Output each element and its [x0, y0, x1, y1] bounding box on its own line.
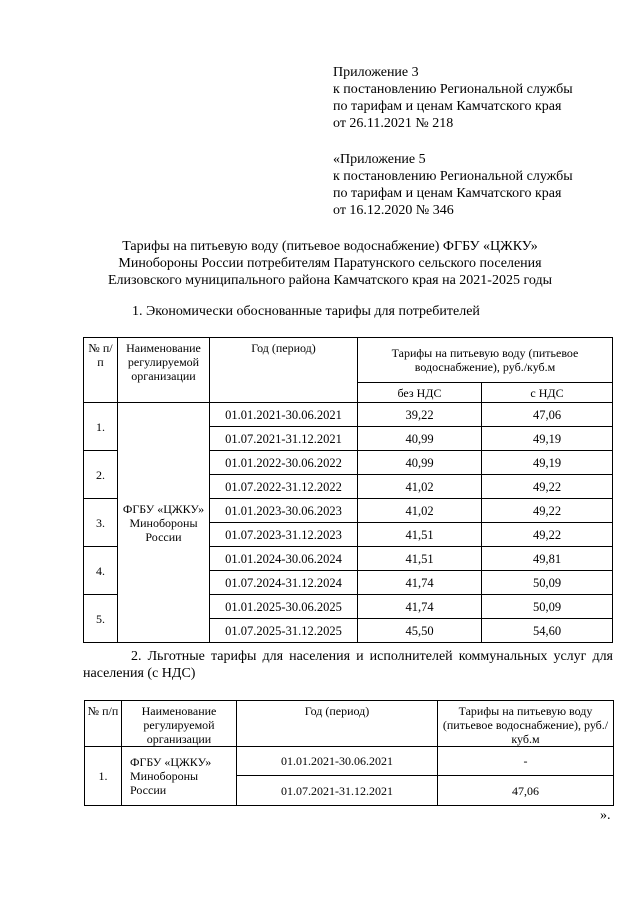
tariff-with-vat: 49,22 — [482, 475, 613, 499]
period-cell: 01.07.2025-31.12.2025 — [210, 619, 358, 643]
economic-tariffs-table — [83, 337, 613, 643]
header-org: Наименование регулируемой организации — [118, 338, 210, 403]
section2-heading-text: 2. Льготные тарифы для населения и исполнителей коммунальных услуг для населения (с НДС) — [83, 649, 613, 681]
tariff-value: 47,06 — [438, 776, 614, 806]
tariff-with-vat: 49,19 — [482, 427, 613, 451]
header-with-vat: с НДС — [482, 383, 613, 403]
header-num: № п/п — [84, 338, 118, 403]
row-number: 4. — [84, 547, 118, 595]
appendix-header-original — [333, 151, 623, 219]
header-tariff: Тарифы на питьевую воду (питьевое водоснабжение), руб./куб.м — [358, 338, 613, 383]
row-number: 2. — [84, 451, 118, 499]
tariff-without-vat: 40,99 — [358, 427, 482, 451]
tariff-without-vat: 41,74 — [358, 595, 482, 619]
closing-quote: ». — [600, 808, 611, 823]
header-period: Год (период) — [210, 338, 358, 403]
period-cell: 01.01.2025-30.06.2025 — [210, 595, 358, 619]
organization-name: ФГБУ «ЦЖКУ» Минобороны России — [122, 747, 237, 806]
tariff-with-vat: 49,19 — [482, 451, 613, 475]
section1-heading: 1. Экономически обоснованные тарифы для потребителей — [132, 304, 480, 319]
period-cell: 01.07.2023-31.12.2023 — [210, 523, 358, 547]
appendix-line: по тарифам и ценам Камчатского края — [333, 99, 562, 114]
title-line: Тарифы на питьевую воду (питьевое водоснабжение) ФГБУ «ЦЖКУ» — [122, 239, 538, 254]
appendix-line: «Приложение 5 — [333, 152, 426, 167]
header-num: № п/п — [85, 701, 122, 747]
organization-name: ФГБУ «ЦЖКУ» Минобороны России — [118, 403, 210, 643]
appendix-header-current — [333, 64, 623, 132]
appendix-line: от 26.11.2021 № 218 — [333, 116, 454, 131]
row-number: 3. — [84, 499, 118, 547]
tariff-without-vat: 41,02 — [358, 499, 482, 523]
header-without-vat: без НДС — [358, 383, 482, 403]
tariff-with-vat: 49,81 — [482, 547, 613, 571]
period-cell: 01.07.2021-31.12.2021 — [237, 776, 438, 806]
tariff-without-vat: 39,22 — [358, 403, 482, 427]
period-cell: 01.01.2021-30.06.2021 — [237, 747, 438, 776]
tariff-without-vat: 41,51 — [358, 547, 482, 571]
tariff-without-vat: 41,74 — [358, 571, 482, 595]
period-cell: 01.01.2021-30.06.2021 — [210, 403, 358, 427]
tariff-with-vat: 47,06 — [482, 403, 613, 427]
preferential-tariffs-table — [84, 700, 614, 806]
period-cell: 01.07.2021-31.12.2021 — [210, 427, 358, 451]
row-number: 1. — [84, 403, 118, 451]
tariff-with-vat: 50,09 — [482, 595, 613, 619]
period-cell: 01.07.2022-31.12.2022 — [210, 475, 358, 499]
period-cell: 01.07.2024-31.12.2024 — [210, 571, 358, 595]
title-line: Елизовского муниципального района Камчатского края на 2021-2025 годы — [108, 273, 552, 288]
tariff-with-vat: 49,22 — [482, 499, 613, 523]
tariff-with-vat: 50,09 — [482, 571, 613, 595]
tariff-without-vat: 40,99 — [358, 451, 482, 475]
appendix-line: к постановлению Региональной службы — [333, 82, 573, 97]
tariff-without-vat: 45,50 — [358, 619, 482, 643]
section2-heading — [83, 648, 613, 682]
document-title — [60, 238, 600, 289]
appendix-line: к постановлению Региональной службы — [333, 169, 573, 184]
appendix-line: от 16.12.2020 № 346 — [333, 203, 454, 218]
header-org: Наименование регулируемой организации — [122, 701, 237, 747]
tariff-with-vat: 49,22 — [482, 523, 613, 547]
tariff-without-vat: 41,02 — [358, 475, 482, 499]
title-line: Минобороны России потребителям Паратунского сельского поселения — [118, 256, 542, 271]
period-cell: 01.01.2023-30.06.2023 — [210, 499, 358, 523]
period-cell: 01.01.2024-30.06.2024 — [210, 547, 358, 571]
row-number: 1. — [85, 747, 122, 806]
header-period: Год (период) — [237, 701, 438, 747]
header-tariff: Тарифы на питьевую воду (питьевое водоснабжение), руб./куб.м — [438, 701, 614, 747]
appendix-line: Приложение 3 — [333, 65, 419, 80]
tariff-without-vat: 41,51 — [358, 523, 482, 547]
tariff-with-vat: 54,60 — [482, 619, 613, 643]
period-cell: 01.01.2022-30.06.2022 — [210, 451, 358, 475]
row-number: 5. — [84, 595, 118, 643]
appendix-line: по тарифам и ценам Камчатского края — [333, 186, 562, 201]
tariff-value: - — [438, 747, 614, 776]
